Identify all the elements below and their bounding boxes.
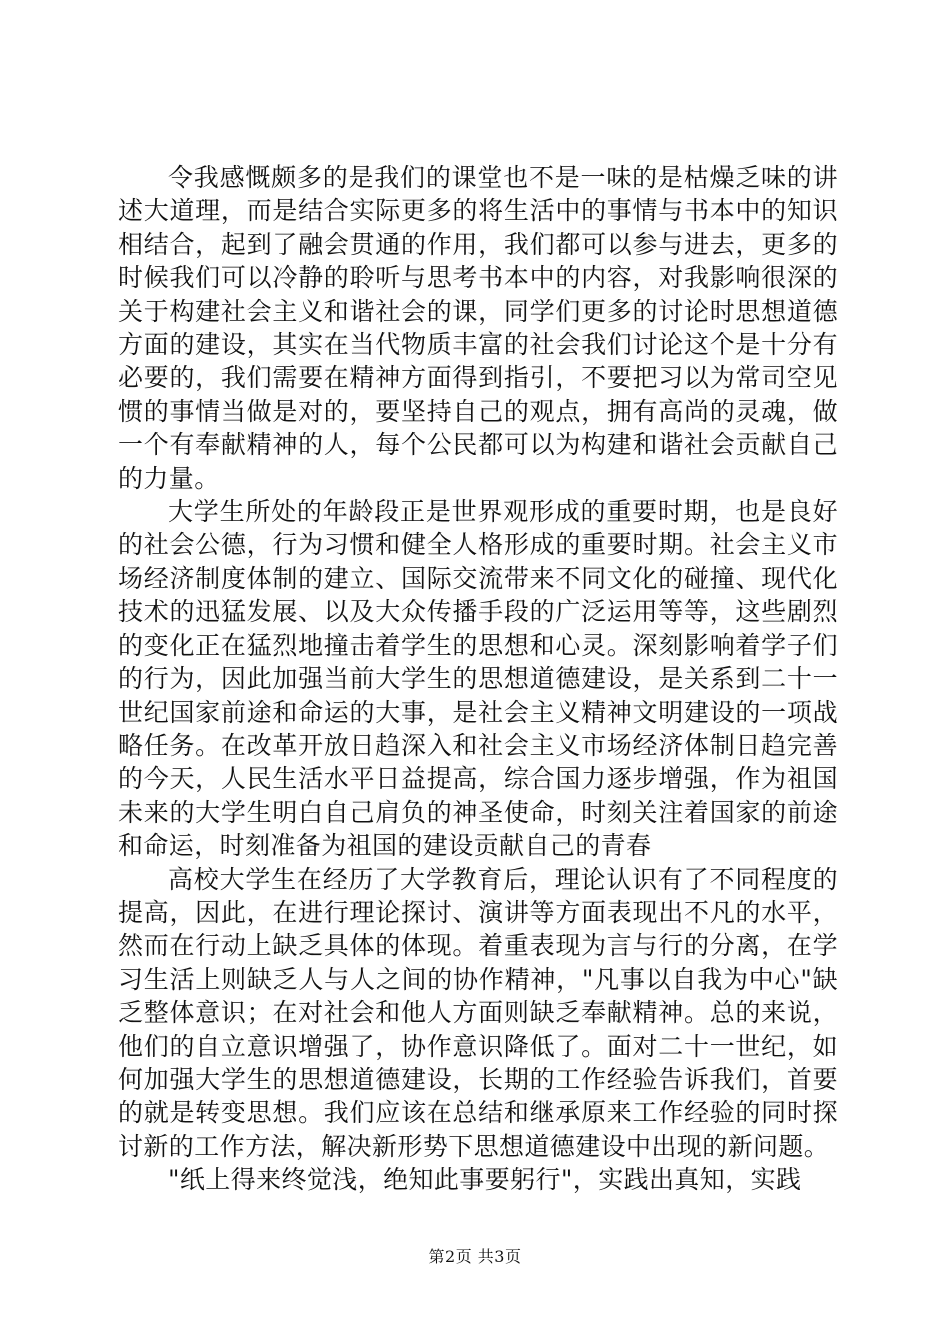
paragraph-3: 高校大学生在经历了大学教育后，理论认识有了不同程度的提高，因此，在进行理论探讨、演讲等方面表现出不凡的水平，然而在行动上缺乏具体的体现。着重表现为言与行的分离，在学习生活上则缺乏人与人之间的协作精神，"凡事以自我为中心"缺乏整体意识；在对社会和他人方面则缺乏奉献精神。总的来说，他们的自立意识增强了，协作意识降低了。面对二十一世纪，如何加强大学生的思想道德建设，长期的工作经验告诉我们，首要的就是转变思想。我们应该在总结和继承原来工作经验的同时探讨新的工作方法，解决新形势下思想道德建设中出现的新问题。 bbox=[118, 864, 838, 1161]
page-footer: 第2页 共3页 bbox=[428, 1247, 522, 1266]
paragraph-2: 大学生所处的年龄段正是世界观形成的重要时期，也是良好的社会公德，行为习惯和健全人格形成的重要时期。社会主义市场经济制度体制的建立、国际交流带来不同文化的碰撞、现代化技术的迅猛发展、以及大众传播手段的广泛运用等等，这些剧烈的变化正在猛烈地撞击着学生的思想和心灵。深刻影响着学子们的行为，因此加强当前大学生的思想道德建设，是关系到二十一世纪国家前途和命运的大事，是社会主义精神文明建设的一项战略任务。在改革开放日趋深入和社会主义市场经济体制日趋完善的今天，人民生活水平日益提高，综合国力逐步增强，作为祖国未来的大学生明白自己肩负的神圣使命，时刻关注着国家的前途和命运，时刻准备为祖国的建设贡献自己的青春 bbox=[118, 497, 838, 861]
paragraph-1: 令我感慨颇多的是我们的课堂也不是一味的是枯燥乏味的讲述大道理，而是结合实际更多的将生活中的事情与书本中的知识相结合，起到了融会贯通的作用，我们都可以参与进去，更多的时候我们可以冷静的聆听与思考书本中的内容，对我影响很深的关于构建社会主义和谐社会的课，同学们更多的讨论时思想道德方面的建设，其实在当代物质丰富的社会我们讨论这个是十分有必要的，我们需要在精神方面得到指引，不要把习以为常司空见惯的事情当做是对的，要坚持自己的观点，拥有高尚的灵魂，做一个有奉献精神的人，每个公民都可以为构建和谐社会贡献自己的力量。 bbox=[118, 163, 838, 493]
paragraph-4: "纸上得来终觉浅，绝知此事要躬行"，实践出真知，实践 bbox=[168, 1165, 802, 1195]
document-body bbox=[118, 161, 838, 1197]
